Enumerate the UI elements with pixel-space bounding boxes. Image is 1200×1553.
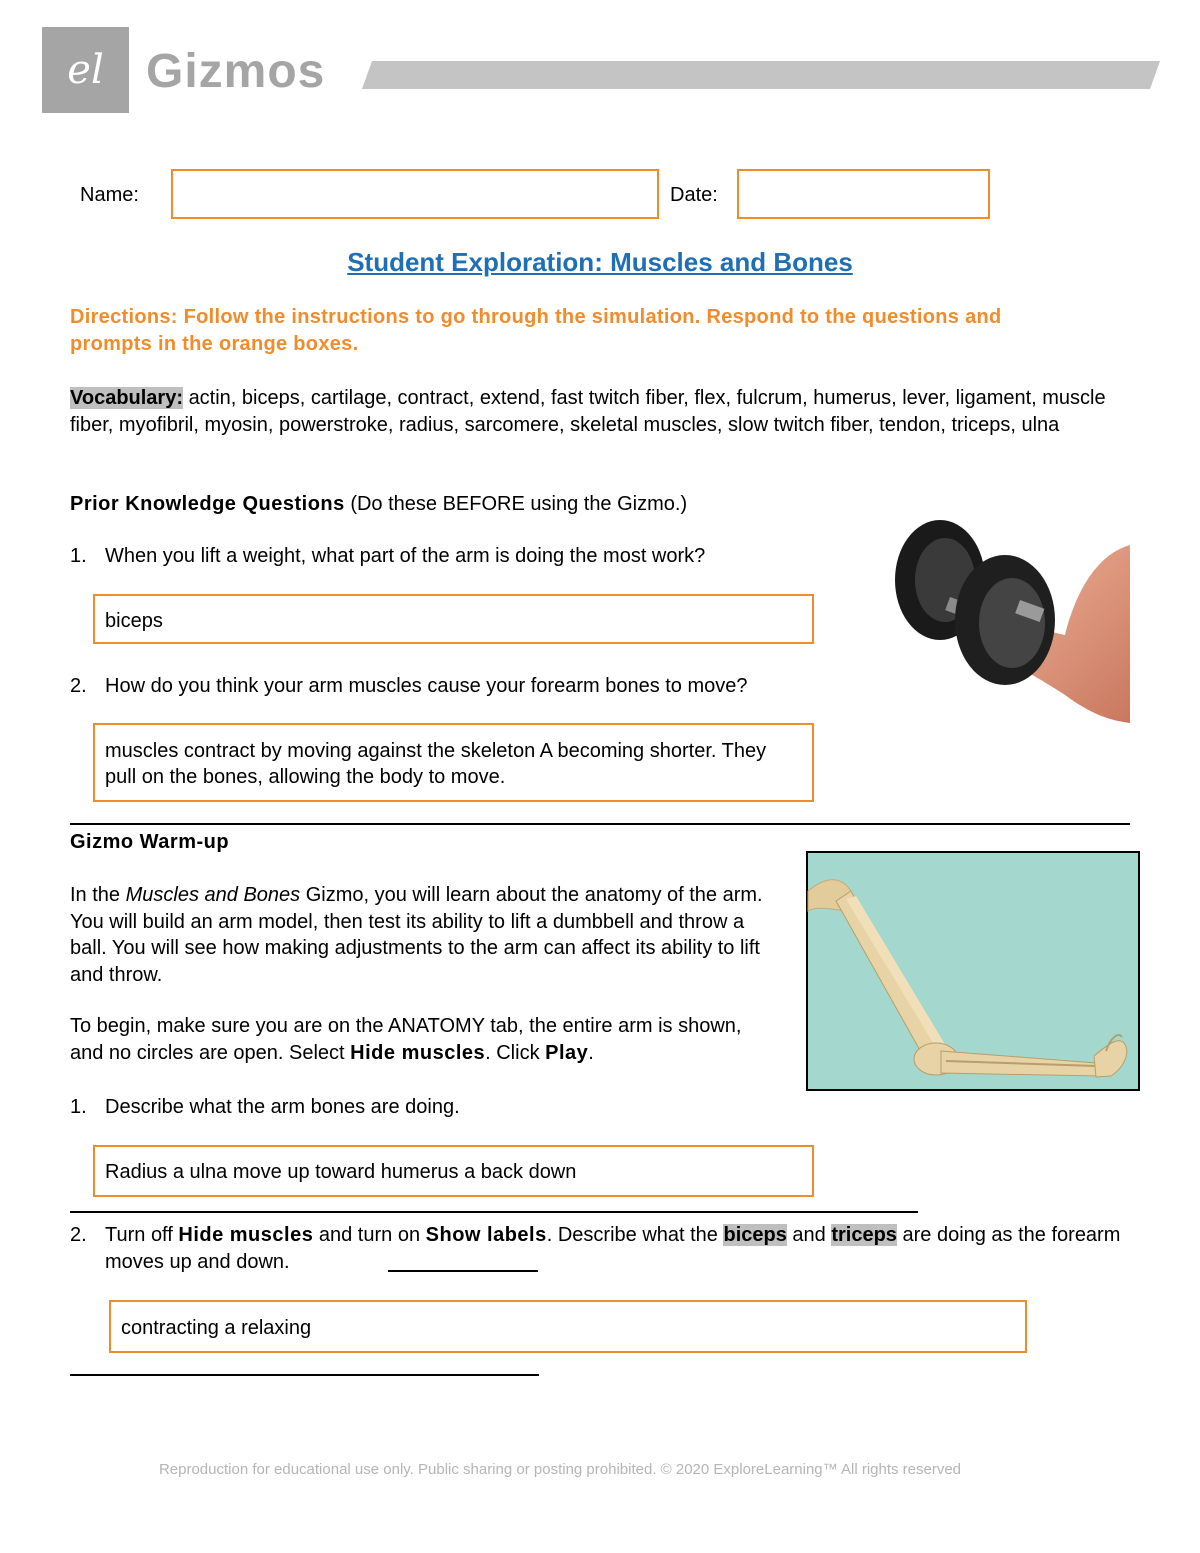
prior-answer-2[interactable]: muscles contract by moving against the skeleton A becoming shorter. They pull on the bones, allowing the body to move. — [93, 723, 814, 802]
warmup-p2-play: Play — [545, 1041, 589, 1064]
warmup-p2-hide-muscles: Hide muscles — [350, 1041, 486, 1064]
gizmo-arm-screenshot — [806, 851, 1140, 1091]
answer-rule-1 — [70, 1211, 918, 1213]
warmup-p2-a: To begin, make sure you are on the ANATOMY tab, the entire arm is shown, and no circles are open. Select — [70, 1015, 742, 1064]
warmup-q2-a: Turn off — [105, 1224, 179, 1246]
brand-name: Gizmos — [146, 45, 326, 98]
inline-answer-rule — [388, 1270, 538, 1272]
directions: Directions: Follow the instructions to go through the simulation. Respond to the questions and prompts in the orange boxes. — [70, 306, 1002, 355]
warmup-q1-text: Describe what the arm bones are doing. — [105, 1096, 460, 1118]
date-label: Date: — [670, 184, 718, 206]
page-title: Student Exploration: Muscles and Bones — [347, 247, 853, 277]
prior-q1-text: When you lift a weight, what part of the arm is doing the most work? — [105, 545, 706, 567]
warmup-p1-a: In the — [70, 884, 126, 906]
prior-knowledge-heading: Prior Knowledge Questions — [70, 493, 345, 515]
prior-knowledge-heading-line — [70, 491, 870, 518]
warmup-heading-line — [70, 829, 229, 856]
warmup-q2-e: and — [786, 1224, 832, 1246]
prior-answer-1[interactable]: biceps — [93, 594, 814, 644]
warmup-answer-2[interactable]: contracting a relaxing — [109, 1300, 1027, 1353]
warmup-q1-number: 1. — [70, 1096, 87, 1118]
warmup-heading: Gizmo Warm-up — [70, 831, 230, 853]
warmup-p2-d: . — [588, 1041, 594, 1064]
warmup-q2-f: are doing as the forearm moves up and down. — [105, 1224, 1121, 1273]
vocabulary-label: Vocabulary: — [70, 387, 183, 409]
section-divider — [70, 823, 1130, 825]
gizmos-logo — [42, 27, 129, 113]
name-label: Name: — [80, 184, 139, 206]
vocabulary-terms: actin, biceps, cartilage, contract, extend, fast twitch fiber, flex, fulcrum, humerus, lever, ligament, muscle fiber, myofibril, myosin, powerstroke, radius, sarcomere, skeletal muscles, slow twitch fiber, tendon, triceps, ulna — [70, 387, 1106, 436]
prior-knowledge-note: (Do these BEFORE using the Gizmo.) — [350, 493, 688, 515]
warmup-q2-text — [105, 1222, 1135, 1275]
dumbbell-arm-illustration — [890, 505, 1135, 730]
warmup-q2-d: . Describe what the — [546, 1224, 724, 1246]
warmup-p1-italic: Muscles and Bones — [125, 884, 301, 906]
prior-q2-text: How do you think your arm muscles cause your forearm bones to move? — [105, 675, 748, 697]
warmup-p1-b: Gizmo, you will learn about the anatomy of the arm. You will build an arm model, then test its ability to lift a dumbbell and throw a ball. You will see how making adjustments to the arm can affect its ability to lift and throw. — [70, 884, 763, 986]
warmup-q2-c: and turn on — [313, 1224, 426, 1246]
logo-glyph: el — [67, 47, 104, 93]
warmup-answer-1[interactable]: Radius a ulna move up toward humerus a back down — [93, 1145, 814, 1197]
date-field[interactable] — [737, 169, 990, 219]
vocabulary-block — [70, 385, 1130, 438]
warmup-q2-triceps: triceps — [831, 1224, 897, 1246]
warmup-q2-number: 2. — [70, 1224, 87, 1246]
name-field[interactable] — [171, 169, 659, 219]
footer-copyright: Reproduction for educational use only. Public sharing or posting prohibited. © 2020 ExploreLearning™ All rights reserved — [158, 1461, 962, 1478]
warmup-paragraph-1 — [70, 882, 780, 988]
warmup-q2-biceps: biceps — [723, 1224, 787, 1246]
warmup-q2-show-labels: Show labels — [425, 1224, 547, 1246]
warmup-q2-hide-muscles: Hide muscles — [178, 1224, 314, 1246]
warmup-p2-c: . Click — [485, 1041, 546, 1064]
prior-q1-number: 1. — [70, 545, 87, 567]
prior-q2-number: 2. — [70, 675, 87, 697]
answer-rule-2 — [70, 1374, 539, 1376]
warmup-paragraph-2 — [70, 1013, 780, 1066]
